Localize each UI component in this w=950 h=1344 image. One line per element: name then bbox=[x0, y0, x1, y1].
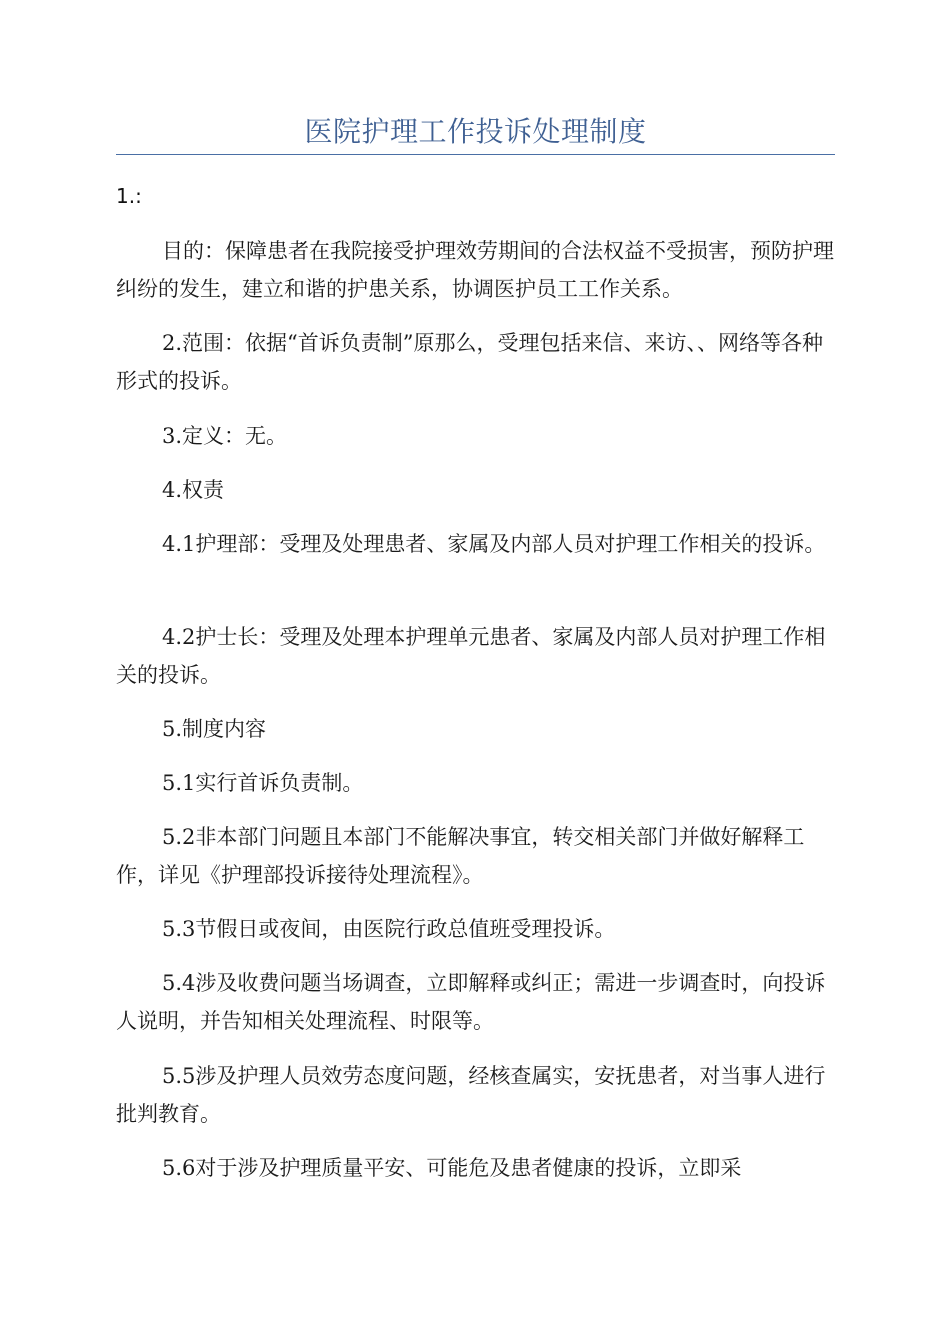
section-heading: 1.: bbox=[116, 184, 142, 208]
paragraph-5-2: 5.2非本部门问题且本部门不能解决事宜，转交相关部门并做好解释工作，详见《护理部投诉接待处理流程》。 bbox=[116, 825, 805, 887]
title-underline bbox=[116, 154, 835, 155]
paragraph-scope: 2.范围：依据“首诉负责制”原那么，受理包括来信、来访、、网络等各种形式的投诉。 bbox=[116, 331, 824, 393]
paragraph-purpose: 目的：保障患者在我院接受护理效劳期间的合法权益不受损害，预防护理纠纷的发生，建立和谐的护患关系，协调医护员工工作关系。 bbox=[116, 239, 834, 301]
document-title: 医院护理工作投诉处理制度 bbox=[304, 115, 647, 148]
paragraph-5-1: 5.1实行首诉负责制。 bbox=[162, 771, 364, 795]
paragraph-5-5: 5.5涉及护理人员效劳态度问题，经核查属实，安抚患者，对当事人进行批判教育。 bbox=[116, 1064, 826, 1126]
paragraph-5-3: 5.3节假日或夜间，由医院行政总值班受理投诉。 bbox=[162, 917, 616, 941]
paragraph-5-6: 5.6对于涉及护理质量平安、可能危及患者健康的投诉，立即采 bbox=[162, 1156, 742, 1180]
paragraph-policy-content: 5.制度内容 bbox=[162, 717, 267, 741]
paragraph-definition: 3.定义：无。 bbox=[162, 424, 288, 448]
paragraph-5-4: 5.4涉及收费问题当场调查，立即解释或纠正；需进一步调查时，向投诉人说明，并告知相关处理流程、时限等。 bbox=[116, 971, 826, 1033]
paragraph-nursing-dept: 4.1护理部：受理及处理患者、家属及内部人员对护理工作相关的投诉。 bbox=[162, 532, 826, 556]
paragraph-responsibilities: 4.权责 bbox=[162, 478, 225, 502]
paragraph-head-nurse: 4.2护士长：受理及处理本护理单元患者、家属及内部人员对护理工作相关的投诉。 bbox=[116, 625, 826, 687]
